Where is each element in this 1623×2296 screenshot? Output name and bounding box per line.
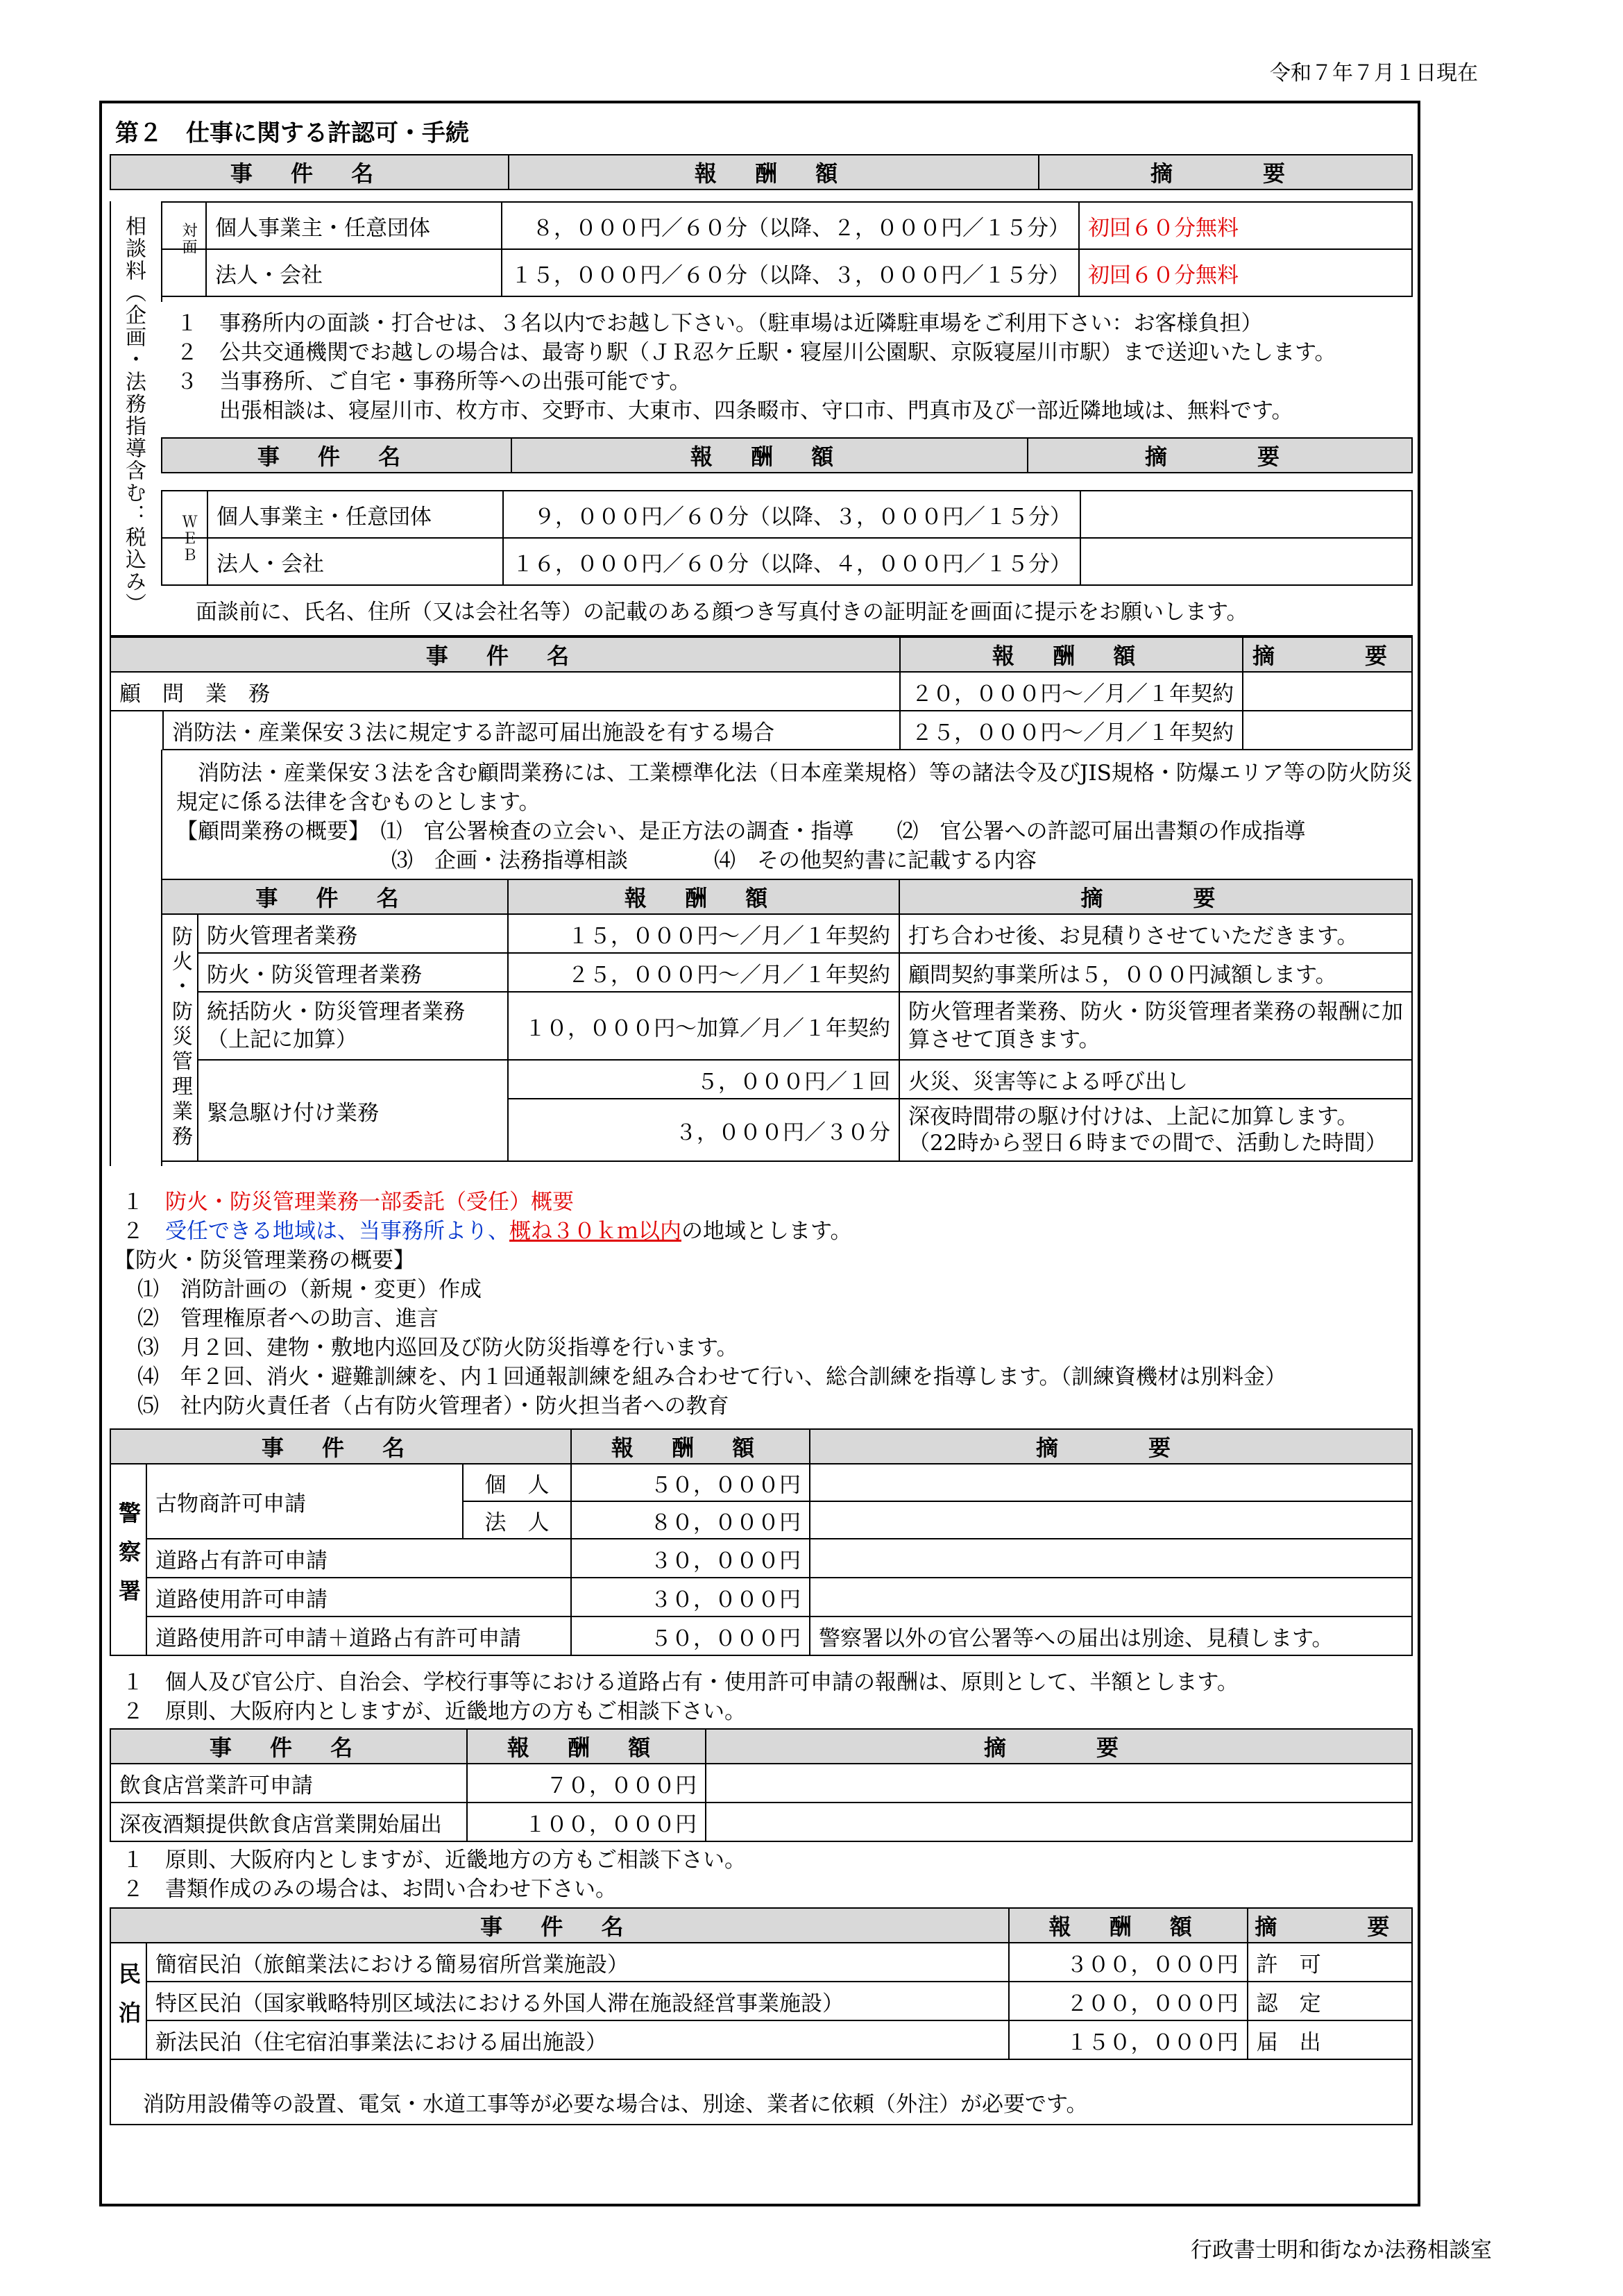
fire-note-2b: 概ね３０ｋｍ以内: [509, 1219, 681, 1244]
header-fee: 報 酬 額: [509, 155, 1039, 189]
table-row: 個人事業主・任意団体 ９，０００円／６０分（以降、３，０００円／１５分）: [162, 491, 1412, 538]
web-note: 面談前に、氏名、住所（又は会社名等）の記載のある顔つき写真付きの証明証を画面に提示をお願いします。: [196, 600, 1248, 625]
table-row: 深夜酒類提供飲食店営業開始届出 １００，０００円: [110, 1803, 1412, 1841]
fire-overview-2: ⑵ 管理権原者への助言、進言: [137, 1306, 439, 1331]
table-row: 民泊 簡宿民泊（旅館業法における簡易宿所営業施設） ３００，０００円 許 可: [110, 1943, 1412, 1982]
web-rows: [161, 490, 1413, 586]
consult-table: [110, 154, 1413, 190]
table-row: ３，０００円／３０分 深夜時間帯の駆け付けは、上記に加算します。 （22時から翌日６時までの間で、活動した時間）: [162, 1099, 1412, 1161]
face-table: [161, 201, 1413, 297]
fire-table: 事 件 名 報 酬 額 摘 要 防火・防災管理業務 防火管理者業務 １５，０００円～／月／１年契約 打ち合わせ後、お見積りさせていただきます。 防火・防災管理者業務 ２５，０００円～／月／１年契約 顧問契約事業所は５，０００円減額します。 統括防火・防災管理者業務 （上記に加算） １０，０００円～加算／月／１年契約 防火管理者業務、防火・防災管理者業務の報酬に加 算させて頂きます。 緊急駆け付け業務 ５，０００円／１回 火災、災害等による呼び出し ３，０００円／３０分 深夜時間帯の駆け付けは、上記に加算します。 （22時から翌日６時までの間で、活動した時間）: [161, 879, 1413, 1162]
fire-note-2c: の地域とします。: [681, 1219, 852, 1244]
header-item: 事 件 名: [110, 155, 509, 189]
police-note-1: １ 個人及び官公庁、自治会、学校行事等における道路占有・使用許可申請の報酬は、原則として、半額とします。: [122, 1670, 1239, 1695]
date-label: 令和７年７月１日現在: [1270, 61, 1478, 85]
table-row: 飲食店営業許可申請 ７０，０００円: [110, 1764, 1412, 1803]
police-table: 事 件 名 報 酬 額 摘 要 警察署 古物商許可申請 個 人 ５０，０００円 法 人 ８０，０００円 道路占有許可申請 ３０，０００円 道路使用許可申請 ３０，０００円 道路使用許可申請＋道路占有許可申請 ５０，０００円 警察署以外の官公署等への届出は別途、見積します。: [110, 1428, 1413, 1656]
header-note: 摘 要: [1039, 155, 1412, 189]
table-row: 法人・会社 １５，０００円／６０分（以降、３，０００円／１５分） 初回６０分無料: [161, 249, 1412, 296]
table-row: 道路使用許可申請＋道路占有許可申請 ５０，０００円 警察署以外の官公署等への届出は別途、見積します。: [110, 1617, 1412, 1655]
table-row: 顧 問 業 務 ２０，０００円～／月／１年契約: [110, 672, 1412, 711]
restaurant-note-1: １ 原則、大阪府内としますが、近畿地方の方もご相談下さい。: [122, 1848, 746, 1873]
table-row: 緊急駆け付け業務 ５，０００円／１回 火災、災害等による呼び出し: [162, 1060, 1412, 1099]
face-note-3: ３ 当事務所、ご自宅・事務所等への出張可能です。: [176, 369, 691, 394]
table-row: 道路使用許可申請 ３０，０００円: [110, 1578, 1412, 1617]
table-row: 道路占有許可申請 ３０，０００円: [110, 1539, 1412, 1578]
face-label: 対面: [180, 222, 197, 255]
advisory-table: 事 件 名 報 酬 額 摘 要 顧 問 業 務 ２０，０００円～／月／１年契約 消防法・産業保安３法に規定する許認可届出施設を有する場合 ２５，０００円～／月／１年契約: [110, 636, 1413, 750]
table-row: 個人事業主・任意団体 ８，０００円／６０分（以降、２，０００円／１５分） 初回６０分無料: [161, 202, 1412, 249]
advisory-note-1: 消防法・産業保安３法を含む顧問業務には、工業標準化法（日本産業規格）等の諸法令及びJIS規格・防爆エリア等の防火防災: [176, 761, 1413, 786]
table-row: 防火・防災管理者業務 ２５，０００円～／月／１年契約 顧問契約事業所は５，０００円減額します。: [162, 953, 1412, 992]
restaurant-note-2: ２ 書類作成のみの場合は、お問い合わせ下さい。: [122, 1877, 617, 1902]
face-note-4: 出張相談は、寝屋川市、枚方市、交野市、大東市、四条畷市、守口市、門真市及び一部近隣地域は、無料です。: [176, 398, 1293, 423]
minpaku-note: 消防用設備等の設置、電気・水道工事等が必要な場合は、別途、業者に依頼（外注）が必要です。: [143, 2092, 1088, 2117]
fire-overview-title: 【防火・防災管理業務の概要】: [114, 1248, 415, 1273]
table-row: 統括防火・防災管理者業務 （上記に加算） １０，０００円～加算／月／１年契約 防火管理者業務、防火・防災管理者業務の報酬に加 算させて頂きます。: [162, 992, 1412, 1060]
fire-overview-3: ⑶ 月２回、建物・敷地内巡回及び防火防災指導を行います。: [137, 1335, 738, 1360]
advisory-note-4: ⑶ 企画・法務指導相談 ⑷ その他契約書に記載する内容: [176, 848, 1037, 873]
web-table: 事 件 名 報 酬 額 摘 要: [161, 437, 1413, 473]
fire-side-label: 防火・防災管理業務: [168, 925, 192, 1150]
web-label: ＷＥＢ: [180, 514, 197, 564]
fire-note-2a: 受任できる地域は、当事務所より、: [165, 1219, 509, 1244]
consult-side-label: 相談料（企画・法務指導含む：税込み）: [121, 215, 146, 615]
table-row: 新法民泊（住宅宿泊事業法における届出施設） １５０，０００円 届 出: [110, 2020, 1412, 2059]
table-row: 法 人 ８０，０００円: [110, 1501, 1412, 1539]
table-row: 警察署 古物商許可申請 個 人 ５０，０００円: [110, 1464, 1412, 1501]
page-title: 第２ 仕事に関する許認可・手続: [115, 119, 469, 147]
police-note-2: ２ 原則、大阪府内としますが、近畿地方の方もご相談下さい。: [122, 1699, 746, 1724]
face-note-1: １ 事務所内の面談・打合せは、３名以内でお越し下さい。（駐車場は近隣駐車場をご利用下さい：お客様負担）: [176, 311, 1263, 336]
fire-overview-4: ⑷ 年２回、消火・避難訓練を、内１回通報訓練を組み合わせて行い、総合訓練を指導します。（訓練資機材は別料金）: [137, 1365, 1287, 1390]
fire-note-1: 防火・防災管理業務一部委託（受任）概要: [165, 1190, 574, 1215]
minpaku-side-label: 民泊: [115, 1962, 142, 2040]
face-note-2: ２ 公共交通機関でお越しの場合は、最寄り駅（ＪＲ忍ケ丘駅・寝屋川公園駅、京阪寝屋川市駅）まで送迎いたします。: [176, 340, 1336, 365]
restaurant-table: 事 件 名 報 酬 額 摘 要 飲食店営業許可申請 ７０，０００円 深夜酒類提供飲食店営業開始届出 １００，０００円: [110, 1728, 1413, 1842]
table-row: 特区民泊（国家戦略特別区域法における外国人滞在施設経営事業施設） ２００，０００円 認 定: [110, 1982, 1412, 2020]
footer-office-name: 行政書士明和街なか法務相談室: [1191, 2238, 1492, 2263]
police-side-label: 警察署: [115, 1501, 142, 1618]
fire-overview-5: ⑸ 社内防火責任者（占有防火管理者）・防火担当者への教育: [137, 1394, 729, 1419]
table-row: 防火・防災管理業務 防火管理者業務 １５，０００円～／月／１年契約 打ち合わせ後、お見積りさせていただきます。: [162, 914, 1412, 953]
table-row: 法人・会社 １６，０００円／６０分（以降、４，０００円／１５分）: [162, 538, 1412, 585]
minpaku-table: 事 件 名 報 酬 額 摘 要 民泊 簡宿民泊（旅館業法における簡易宿所営業施設） ３００，０００円 許 可 特区民泊（国家戦略特別区域法における外国人滞在施設経営事業施設） ２００，０００円 認 定 新法民泊（住宅宿泊事業法における届出施設） １５０，０００円 届 出: [110, 1907, 1413, 2060]
advisory-note-3: 【顧問業務の概要】 ⑴ 官公署検査の立会い、是正方法の調査・指導 ⑵ 官公署への許認可届出書類の作成指導: [176, 819, 1306, 844]
table-row: 消防法・産業保安３法に規定する許認可届出施設を有する場合 ２５，０００円～／月／１年契約: [110, 711, 1412, 750]
advisory-note-2: 規定に係る法律を含むものとします。: [176, 790, 541, 815]
fire-overview-1: ⑴ 消防計画の（新規・変更）作成: [137, 1277, 482, 1302]
